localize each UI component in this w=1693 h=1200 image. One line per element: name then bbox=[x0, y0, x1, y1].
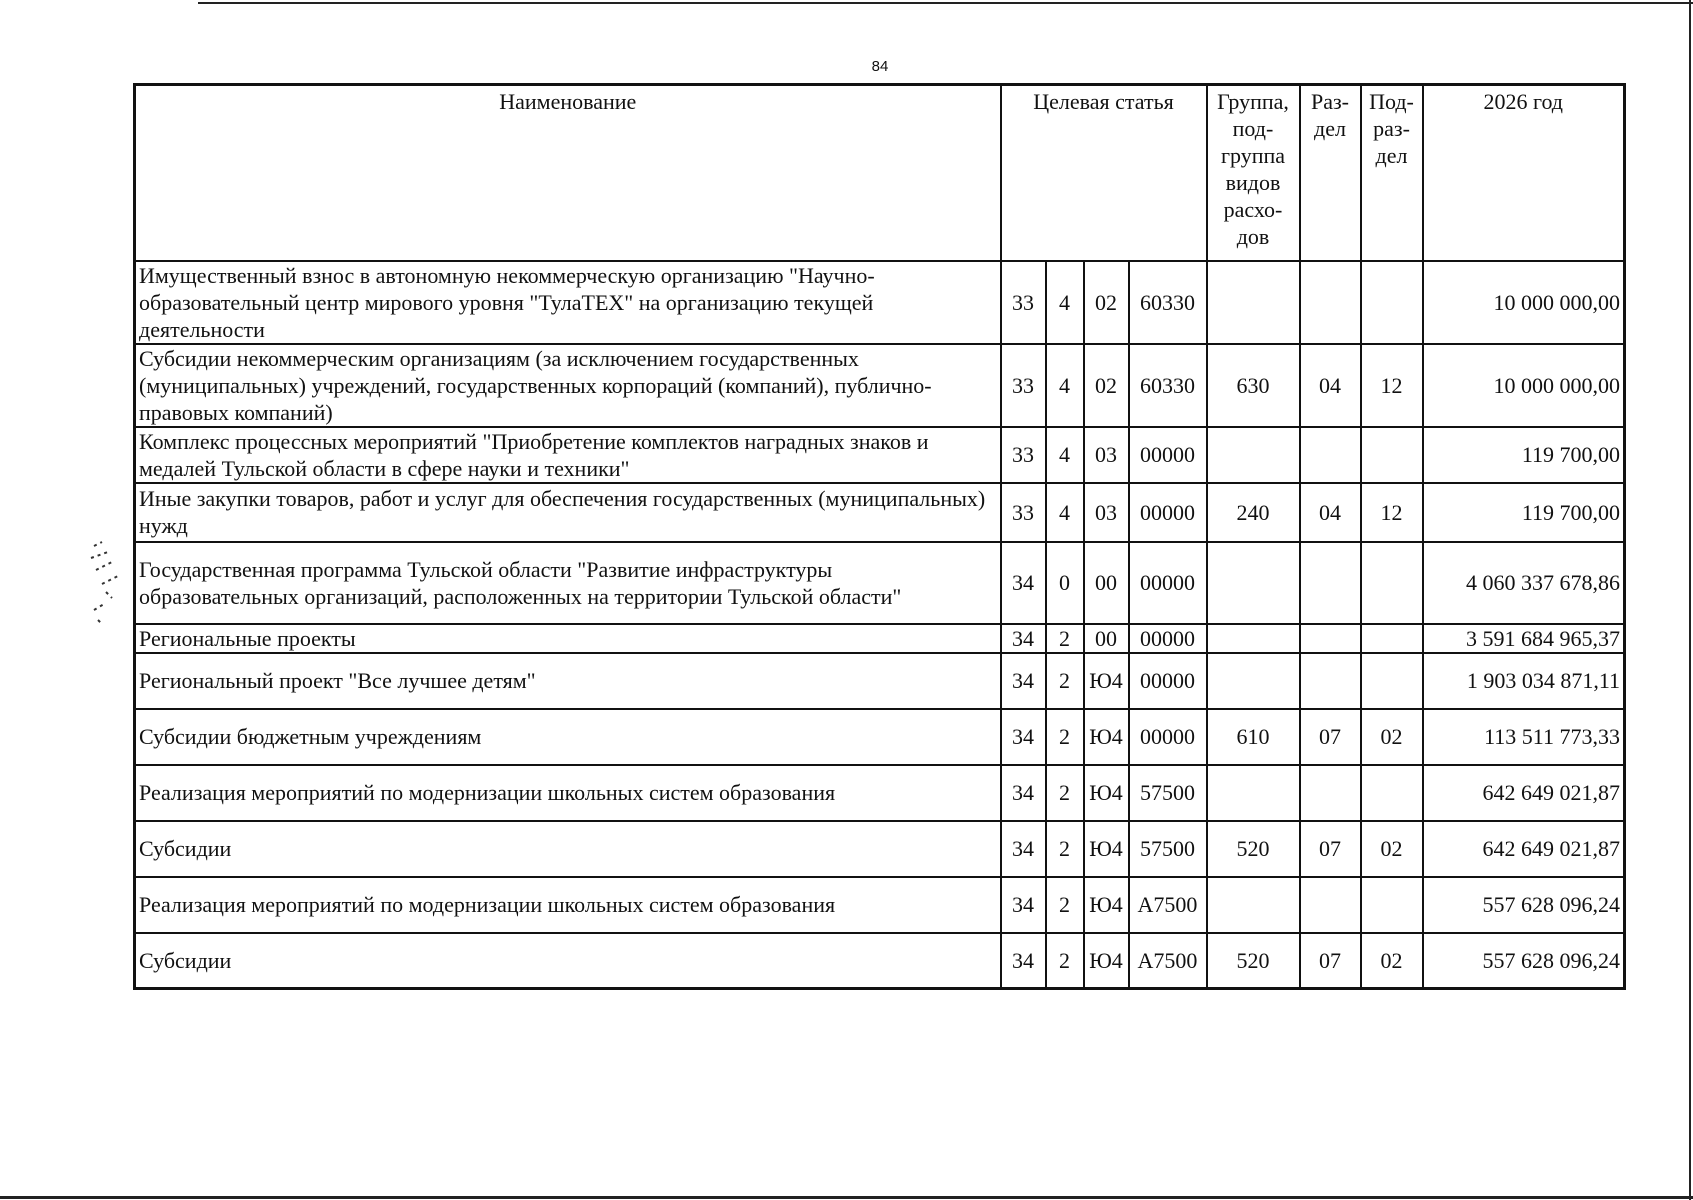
target-subprogram-code: 2 bbox=[1046, 709, 1084, 765]
expense-group-code bbox=[1207, 542, 1300, 624]
table-header-row bbox=[135, 85, 1625, 261]
target-program-code: 34 bbox=[1001, 933, 1046, 989]
margin-handwriting-mark bbox=[88, 540, 130, 630]
row-name: Субсидии некоммерческим организациям (за исключением государственных (муниципальных) учреждений, государственных корпораций (компаний), публично-правовых компаний) bbox=[135, 344, 1001, 427]
expense-group-code bbox=[1207, 427, 1300, 483]
section-code bbox=[1300, 542, 1361, 624]
target-event-code: 03 bbox=[1084, 483, 1129, 542]
expense-group-code: 610 bbox=[1207, 709, 1300, 765]
section-code bbox=[1300, 653, 1361, 709]
expense-group-code: 240 bbox=[1207, 483, 1300, 542]
target-subprogram-code: 2 bbox=[1046, 765, 1084, 821]
subsection-code bbox=[1361, 653, 1423, 709]
expense-group-code bbox=[1207, 765, 1300, 821]
target-direction-code: 00000 bbox=[1129, 709, 1207, 765]
subsection-code: 02 bbox=[1361, 709, 1423, 765]
target-direction-code: 00000 bbox=[1129, 653, 1207, 709]
row-name: Региональные проекты bbox=[135, 624, 1001, 653]
row-name: Реализация мероприятий по модернизации школьных систем образования bbox=[135, 765, 1001, 821]
target-program-code: 33 bbox=[1001, 344, 1046, 427]
target-direction-code: 60330 bbox=[1129, 344, 1207, 427]
subsection-code bbox=[1361, 765, 1423, 821]
subsection-code bbox=[1361, 877, 1423, 933]
target-subprogram-code: 2 bbox=[1046, 821, 1084, 877]
amount-2026: 10 000 000,00 bbox=[1423, 261, 1625, 344]
header-name: Наименование bbox=[135, 85, 1001, 261]
target-program-code: 34 bbox=[1001, 821, 1046, 877]
header-subsection: Под- раз- дел bbox=[1361, 85, 1423, 261]
table-row bbox=[135, 344, 1625, 427]
expense-group-code bbox=[1207, 261, 1300, 344]
section-code: 04 bbox=[1300, 483, 1361, 542]
target-program-code: 34 bbox=[1001, 765, 1046, 821]
target-event-code: 02 bbox=[1084, 344, 1129, 427]
target-event-code: 03 bbox=[1084, 427, 1129, 483]
target-subprogram-code: 2 bbox=[1046, 624, 1084, 653]
section-code: 07 bbox=[1300, 709, 1361, 765]
row-name: Региональный проект "Все лучшее детям" bbox=[135, 653, 1001, 709]
target-direction-code: 60330 bbox=[1129, 261, 1207, 344]
subsection-code: 02 bbox=[1361, 821, 1423, 877]
target-direction-code: 57500 bbox=[1129, 765, 1207, 821]
section-code bbox=[1300, 765, 1361, 821]
subsection-code bbox=[1361, 624, 1423, 653]
amount-2026: 557 628 096,24 bbox=[1423, 877, 1625, 933]
amount-2026: 119 700,00 bbox=[1423, 483, 1625, 542]
target-program-code: 34 bbox=[1001, 709, 1046, 765]
target-direction-code: 57500 bbox=[1129, 821, 1207, 877]
header-year: 2026 год bbox=[1423, 85, 1625, 261]
target-program-code: 33 bbox=[1001, 427, 1046, 483]
row-name: Субсидии бюджетным учреждениям bbox=[135, 709, 1001, 765]
target-event-code: Ю4 bbox=[1084, 877, 1129, 933]
target-event-code: Ю4 bbox=[1084, 709, 1129, 765]
target-direction-code: 00000 bbox=[1129, 427, 1207, 483]
target-subprogram-code: 4 bbox=[1046, 261, 1084, 344]
target-program-code: 34 bbox=[1001, 624, 1046, 653]
target-subprogram-code: 2 bbox=[1046, 653, 1084, 709]
expense-group-code: 520 bbox=[1207, 933, 1300, 989]
section-code bbox=[1300, 624, 1361, 653]
page-number: 84 bbox=[871, 58, 889, 75]
expense-group-code: 630 bbox=[1207, 344, 1300, 427]
section-code: 04 bbox=[1300, 344, 1361, 427]
subsection-code bbox=[1361, 427, 1423, 483]
target-subprogram-code: 2 bbox=[1046, 877, 1084, 933]
target-direction-code: А7500 bbox=[1129, 933, 1207, 989]
subsection-code: 02 bbox=[1361, 933, 1423, 989]
header-section: Раз- дел bbox=[1300, 85, 1361, 261]
target-direction-code: 00000 bbox=[1129, 624, 1207, 653]
amount-2026: 642 649 021,87 bbox=[1423, 821, 1625, 877]
table-row bbox=[135, 483, 1625, 542]
budget-table bbox=[133, 83, 1626, 990]
scan-border-top bbox=[198, 2, 1693, 4]
subsection-code bbox=[1361, 542, 1423, 624]
scan-border-bottom bbox=[0, 1196, 1693, 1199]
target-event-code: 00 bbox=[1084, 542, 1129, 624]
target-direction-code: А7500 bbox=[1129, 877, 1207, 933]
amount-2026: 119 700,00 bbox=[1423, 427, 1625, 483]
row-name: Иные закупки товаров, работ и услуг для обеспечения государственных (муниципальных) нужд bbox=[135, 483, 1001, 542]
expense-group-code bbox=[1207, 877, 1300, 933]
amount-2026: 557 628 096,24 bbox=[1423, 933, 1625, 989]
target-event-code: 00 bbox=[1084, 624, 1129, 653]
amount-2026: 4 060 337 678,86 bbox=[1423, 542, 1625, 624]
amount-2026: 3 591 684 965,37 bbox=[1423, 624, 1625, 653]
subsection-code: 12 bbox=[1361, 344, 1423, 427]
expense-group-code bbox=[1207, 624, 1300, 653]
target-subprogram-code: 0 bbox=[1046, 542, 1084, 624]
table-row bbox=[135, 624, 1625, 653]
table-row bbox=[135, 427, 1625, 483]
target-direction-code: 00000 bbox=[1129, 542, 1207, 624]
table-row bbox=[135, 765, 1625, 821]
target-event-code: 02 bbox=[1084, 261, 1129, 344]
subsection-code: 12 bbox=[1361, 483, 1423, 542]
target-program-code: 34 bbox=[1001, 653, 1046, 709]
subsection-code bbox=[1361, 261, 1423, 344]
table-row bbox=[135, 261, 1625, 344]
table-row bbox=[135, 877, 1625, 933]
expense-group-code: 520 bbox=[1207, 821, 1300, 877]
target-event-code: Ю4 bbox=[1084, 933, 1129, 989]
row-name: Комплекс процессных мероприятий "Приобретение комплектов наградных знаков и медалей Тульской области в сфере науки и техники" bbox=[135, 427, 1001, 483]
table-row bbox=[135, 709, 1625, 765]
target-event-code: Ю4 bbox=[1084, 821, 1129, 877]
row-name: Субсидии bbox=[135, 821, 1001, 877]
target-program-code: 33 bbox=[1001, 261, 1046, 344]
target-event-code: Ю4 bbox=[1084, 765, 1129, 821]
row-name: Реализация мероприятий по модернизации школьных систем образования bbox=[135, 877, 1001, 933]
section-code: 07 bbox=[1300, 821, 1361, 877]
target-program-code: 34 bbox=[1001, 877, 1046, 933]
target-direction-code: 00000 bbox=[1129, 483, 1207, 542]
header-target-article: Целевая статья bbox=[1001, 85, 1207, 261]
target-subprogram-code: 4 bbox=[1046, 344, 1084, 427]
row-name: Государственная программа Тульской области "Развитие инфраструктуры образовательных организаций, расположенных на территории Тульской области" bbox=[135, 542, 1001, 624]
target-subprogram-code: 4 bbox=[1046, 427, 1084, 483]
scan-border-right bbox=[1689, 0, 1691, 1200]
expense-group-code bbox=[1207, 653, 1300, 709]
amount-2026: 10 000 000,00 bbox=[1423, 344, 1625, 427]
table-row bbox=[135, 542, 1625, 624]
row-name: Субсидии bbox=[135, 933, 1001, 989]
row-name: Имущественный взнос в автономную некоммерческую организацию "Научно-образовательный центр мирового уровня "ТулаТЕХ" на организацию текущей деятельности bbox=[135, 261, 1001, 344]
target-event-code: Ю4 bbox=[1084, 653, 1129, 709]
header-expense-group: Группа, под- группа видов расхо- дов bbox=[1207, 85, 1300, 261]
section-code bbox=[1300, 427, 1361, 483]
target-program-code: 33 bbox=[1001, 483, 1046, 542]
amount-2026: 642 649 021,87 bbox=[1423, 765, 1625, 821]
target-subprogram-code: 4 bbox=[1046, 483, 1084, 542]
target-program-code: 34 bbox=[1001, 542, 1046, 624]
table-row bbox=[135, 821, 1625, 877]
amount-2026: 1 903 034 871,11 bbox=[1423, 653, 1625, 709]
target-subprogram-code: 2 bbox=[1046, 933, 1084, 989]
table-row bbox=[135, 933, 1625, 989]
amount-2026: 113 511 773,33 bbox=[1423, 709, 1625, 765]
section-code bbox=[1300, 261, 1361, 344]
section-code: 07 bbox=[1300, 933, 1361, 989]
section-code bbox=[1300, 877, 1361, 933]
table-row bbox=[135, 653, 1625, 709]
